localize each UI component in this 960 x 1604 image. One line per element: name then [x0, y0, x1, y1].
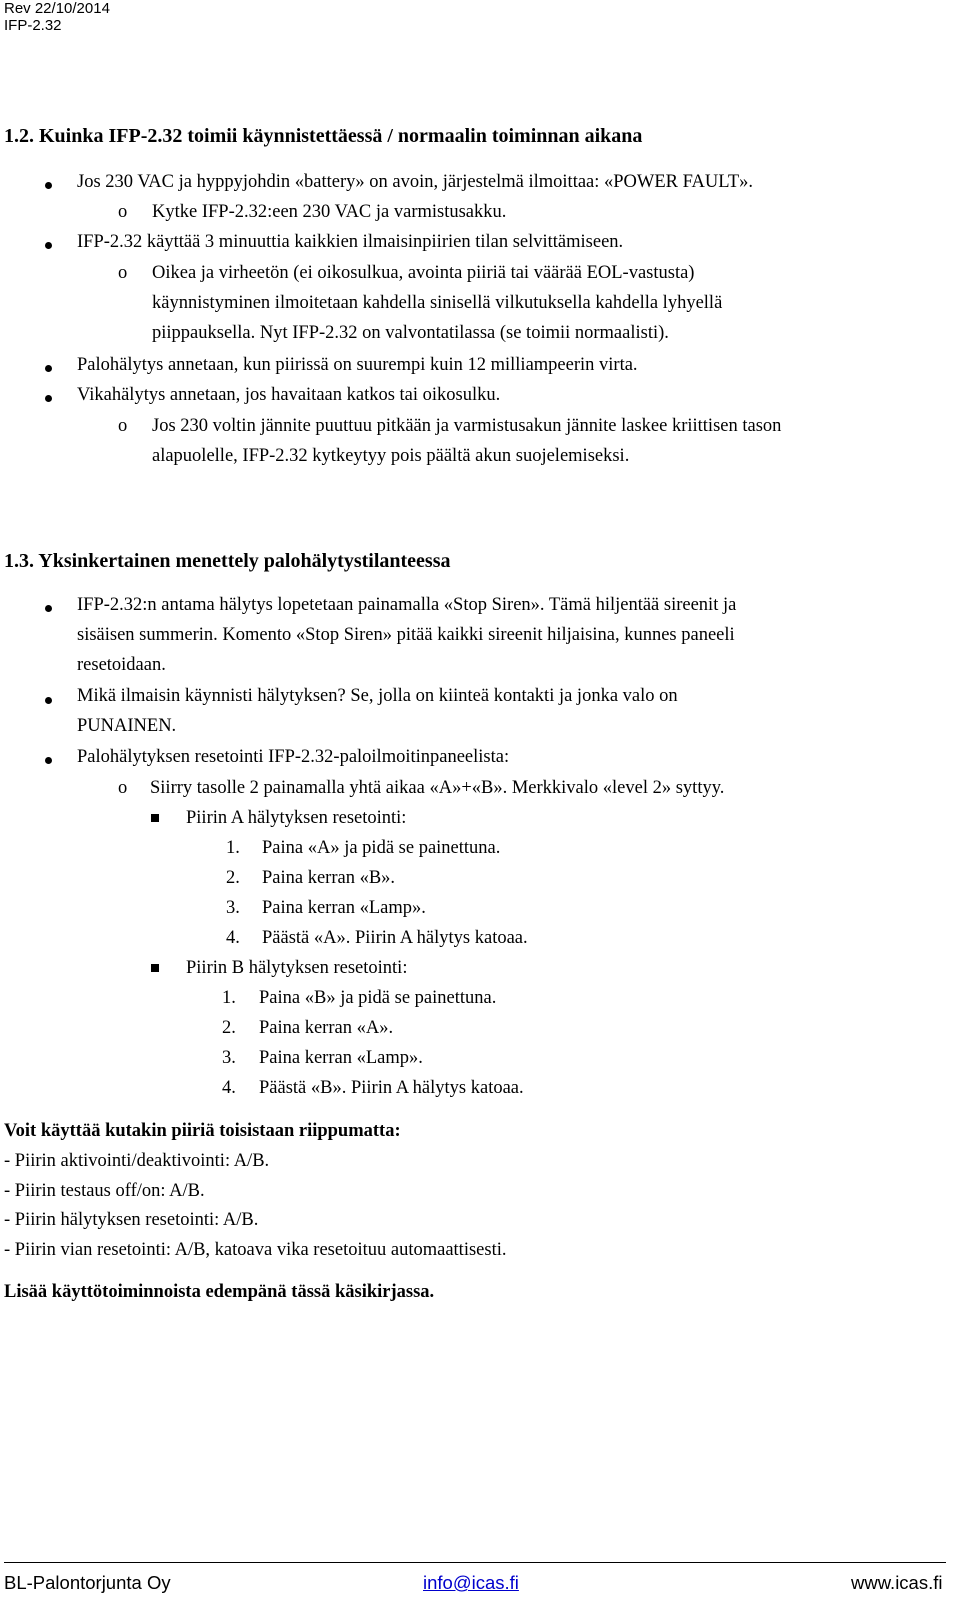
- step-text: Paina kerran «Lamp».: [262, 898, 426, 918]
- circuit-a-title: Piirin A hälytyksen resetointi:: [186, 808, 407, 828]
- section-1-3-title: 1.3. Yksinkertainen menettely palohälytystilanteessa: [4, 550, 451, 572]
- step-number: 3.: [222, 1048, 236, 1068]
- document-id: IFP-2.32: [4, 17, 62, 34]
- list-item: Palohälytyksen resetointi IFP-2.32-paloilmoitinpaneelista:: [77, 747, 510, 767]
- list-item-continuation: alapuolelle, IFP-2.32 kytkeytyy pois päältä akun suojelemiseksi.: [152, 446, 630, 466]
- list-item: Jos 230 VAC ja hyppyjohdin «battery» on avoin, järjestelmä ilmoittaa: «POWER FAULT».: [77, 172, 754, 192]
- step-text: Paina «A» ja pidä se painettuna.: [262, 838, 501, 858]
- square-bullet-icon: [151, 814, 159, 822]
- sub-bullet-icon: o: [118, 416, 128, 436]
- step-number: 1.: [222, 988, 236, 1008]
- list-item-continuation: käynnistyminen ilmoitetaan kahdella sinisellä vilkutuksella kahdella lyhyellä: [152, 293, 723, 313]
- list-item: Oikea ja virheetön (ei oikosulkua, avointa piiriä tai väärää EOL-vastusta): [152, 263, 695, 283]
- dash-list-item: - Piirin testaus off/on: A/B.: [4, 1181, 205, 1201]
- bullet-icon: [45, 242, 52, 249]
- bullet-icon: [45, 365, 52, 372]
- list-item: IFP-2.32 käyttää 3 minuuttia kaikkien ilmaisinpiirien tilan selvittämiseen.: [77, 232, 624, 252]
- list-item: Kytke IFP-2.32:een 230 VAC ja varmistusakku.: [152, 202, 507, 222]
- step-number: 3.: [226, 898, 240, 918]
- dash-list-item: - Piirin vian resetointi: A/B, katoava vika resetoituu automaattisesti.: [4, 1240, 507, 1260]
- footer-company: BL-Palontorjunta Oy: [4, 1572, 171, 1593]
- bullet-icon: [45, 697, 52, 704]
- list-item-continuation: resetoidaan.: [77, 655, 166, 675]
- list-item-continuation: sisäisen summerin. Komento «Stop Siren» pitää kaikki sireenit hiljaisina, kunnes paneeli: [77, 625, 735, 645]
- dash-list-item: - Piirin aktivointi/deaktivointi: A/B.: [4, 1151, 270, 1171]
- step-number: 2.: [226, 868, 240, 888]
- dash-list-item: - Piirin hälytyksen resetointi: A/B.: [4, 1210, 259, 1230]
- step-number: 4.: [222, 1078, 236, 1098]
- list-item: Palohälytys annetaan, kun piirissä on suurempi kuin 12 milliampeerin virta.: [77, 355, 638, 375]
- bullet-icon: [45, 605, 52, 612]
- sub-bullet-icon: o: [118, 778, 128, 798]
- step-number: 2.: [222, 1018, 236, 1038]
- bullet-icon: [45, 757, 52, 764]
- list-item: Vikahälytys annetaan, jos havaitaan katkos tai oikosulku.: [77, 385, 501, 405]
- sub-bullet-icon: o: [118, 263, 128, 283]
- square-bullet-icon: [151, 964, 159, 972]
- more-info-note: Lisää käyttötoiminnoista edempänä tässä käsikirjassa.: [4, 1282, 435, 1302]
- list-item: Siirry tasolle 2 painamalla yhtä aikaa «A»+«B». Merkkivalo «level 2» syttyy.: [150, 778, 725, 798]
- bullet-icon: [45, 395, 52, 402]
- footer-divider: [4, 1562, 946, 1563]
- list-item: IFP-2.32:n antama hälytys lopetetaan painamalla «Stop Siren». Tämä hiljentää sireenit ja: [77, 595, 737, 615]
- bullet-icon: [45, 182, 52, 189]
- step-number: 4.: [226, 928, 240, 948]
- step-text: Päästä «A». Piirin A hälytys katoaa.: [262, 928, 528, 948]
- independent-title: Voit käyttää kutakin piiriä toisistaan riippumatta:: [4, 1121, 401, 1141]
- section-1-2-title: 1.2. Kuinka IFP-2.32 toimii käynnistettäessä / normaalin toiminnan aikana: [4, 125, 643, 147]
- step-number: 1.: [226, 838, 240, 858]
- list-item: Jos 230 voltin jännite puuttuu pitkään ja varmistusakun jännite laskee kriittisen tason: [152, 416, 782, 436]
- list-item-continuation: PUNAINEN.: [77, 716, 177, 736]
- list-item-continuation: piippauksella. Nyt IFP-2.32 on valvontatilassa (se toimii normaalisti).: [152, 323, 669, 343]
- footer-email-link[interactable]: info@icas.fi: [423, 1572, 519, 1593]
- footer-website: www.icas.fi: [851, 1572, 943, 1593]
- circuit-b-title: Piirin B hälytyksen resetointi:: [186, 958, 408, 978]
- list-item: Mikä ilmaisin käynnisti hälytyksen? Se, jolla on kiinteä kontakti ja jonka valo on: [77, 686, 678, 706]
- step-text: Paina kerran «Lamp».: [259, 1048, 423, 1068]
- step-text: Päästä «B». Piirin A hälytys katoaa.: [259, 1078, 524, 1098]
- step-text: Paina «B» ja pidä se painettuna.: [259, 988, 497, 1008]
- step-text: Paina kerran «A».: [259, 1018, 394, 1038]
- sub-bullet-icon: o: [118, 202, 128, 222]
- revision-label: Rev 22/10/2014: [4, 0, 110, 17]
- step-text: Paina kerran «B».: [262, 868, 396, 888]
